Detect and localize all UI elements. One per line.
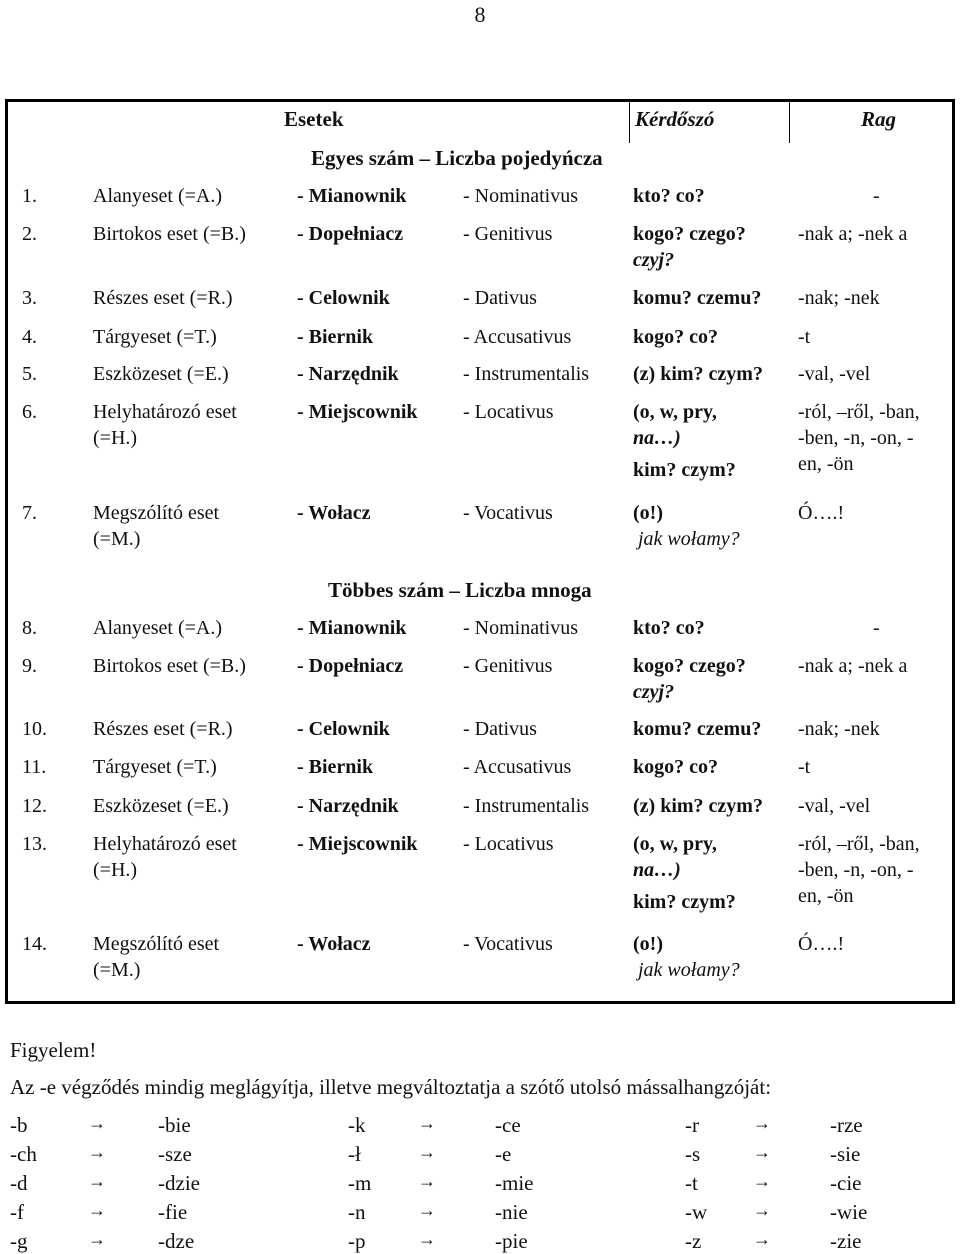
softened-ending: -sze (158, 1142, 192, 1166)
suffix: -nak; -nek (798, 718, 880, 740)
consonant-ending: -n (348, 1200, 366, 1224)
question-word: komu? czemu? (633, 287, 762, 309)
row-number: 13. (22, 833, 47, 855)
case-name-hungarian: Megszólító eset (93, 502, 220, 524)
suffix: Ó….! (798, 502, 845, 524)
case-name-hungarian: Alanyeset (=A.) (93, 185, 223, 207)
case-name-hungarian: Tárgyeset (=T.) (93, 756, 217, 778)
suffix: -val, -vel (798, 363, 871, 385)
suffix-line-2: -ben, -n, -on, - (798, 859, 914, 881)
row-number: 8. (22, 617, 37, 639)
case-name-hungarian: Tárgyeset (=T.) (93, 326, 217, 348)
consonant-ending: -z (685, 1229, 702, 1253)
case-name-latin: - Locativus (463, 833, 554, 855)
row-number: 14. (22, 933, 47, 955)
question-word: kto? co? (633, 617, 705, 639)
row-number: 4. (22, 326, 37, 348)
question-word: kogo? co? (633, 756, 718, 778)
case-name-polish: - Narzędnik (297, 795, 399, 817)
softened-ending: -sie (830, 1142, 861, 1166)
question-word: kogo? czego? (633, 655, 746, 677)
case-name-polish: - Wołacz (297, 933, 371, 955)
case-name-polish: - Biernik (297, 756, 374, 778)
case-name-latin: - Accusativus (463, 326, 572, 348)
arrow-icon: → (88, 1229, 106, 1249)
row-number: 12. (22, 795, 47, 817)
case-name-polish: - Mianownik (297, 185, 407, 207)
arrow-icon: → (753, 1200, 771, 1220)
case-name-latin: - Vocativus (463, 933, 553, 955)
case-name-latin: - Nominativus (463, 617, 578, 639)
suffix: -val, -vel (798, 795, 871, 817)
suffix: -t (798, 756, 811, 778)
softened-ending: -zie (830, 1229, 862, 1253)
softened-ending: -fie (158, 1200, 188, 1224)
case-name-latin: - Instrumentalis (463, 363, 590, 385)
case-name-hungarian: Eszközeset (=E.) (93, 363, 229, 385)
arrow-icon: → (753, 1171, 771, 1191)
row-number: 7. (22, 502, 37, 524)
column-divider-right (789, 102, 790, 143)
header-kerdoszo: Kérdőszó (635, 107, 715, 131)
arrow-icon: → (88, 1171, 106, 1191)
plural-title: Többes szám – Liczba mnoga (328, 578, 592, 602)
question-word: (o, w, pry, (633, 833, 717, 855)
question-word-line-3: kim? czym? (633, 459, 736, 481)
case-name-polish: - Narzędnik (297, 363, 399, 385)
case-name-hungarian: Megszólító eset (93, 933, 220, 955)
question-word: komu? czemu? (633, 718, 762, 740)
suffix: - (873, 185, 880, 207)
column-divider-left (629, 102, 630, 143)
case-name-polish: - Mianownik (297, 617, 407, 639)
suffix: -nak a; -nek a (798, 223, 908, 245)
suffix: -nak a; -nek a (798, 655, 908, 677)
suffix-line-3: en, -ön (798, 885, 854, 907)
consonant-ending: -k (348, 1113, 366, 1137)
softened-ending: -bie (158, 1113, 191, 1137)
case-name-latin: - Locativus (463, 401, 554, 423)
case-name-latin: - Instrumentalis (463, 795, 590, 817)
page-number: 8 (474, 2, 486, 27)
softened-ending: -dzie (158, 1171, 200, 1195)
case-table (5, 99, 955, 1004)
consonant-ending: -ł (348, 1142, 361, 1166)
consonant-ending: -m (348, 1171, 372, 1195)
softened-ending: -dze (158, 1229, 195, 1253)
arrow-icon: → (418, 1200, 436, 1220)
note-title: Figyelem! (10, 1038, 97, 1062)
case-name-latin: - Genitivus (463, 223, 553, 245)
case-abbreviation: (=H.) (93, 427, 138, 449)
consonant-ending: -t (685, 1171, 698, 1195)
question-word: kogo? co? (633, 326, 718, 348)
case-name-polish: - Miejscownik (297, 833, 418, 855)
case-name-latin: - Dativus (463, 287, 537, 309)
suffix: -t (798, 326, 811, 348)
question-word: kto? co? (633, 185, 705, 207)
suffix-line-2: -ben, -n, -on, - (798, 427, 914, 449)
case-name-polish: - Celownik (297, 287, 390, 309)
question-word-line-3: kim? czym? (633, 891, 736, 913)
softened-ending: -ce (495, 1113, 521, 1137)
consonant-ending: -w (685, 1200, 708, 1224)
question-word-line-2: jak wołamy? (638, 959, 740, 981)
arrow-icon: → (88, 1200, 106, 1220)
row-number: 5. (22, 363, 37, 385)
case-name-hungarian: Birtokos eset (=B.) (93, 655, 246, 677)
case-name-polish: - Biernik (297, 326, 374, 348)
arrow-icon: → (418, 1142, 436, 1162)
arrow-icon: → (753, 1142, 771, 1162)
case-name-latin: - Vocativus (463, 502, 553, 524)
softened-ending: -wie (830, 1200, 868, 1224)
case-name-hungarian: Eszközeset (=E.) (93, 795, 229, 817)
consonant-ending: -d (10, 1171, 28, 1195)
consonant-ending: -r (685, 1113, 699, 1137)
question-word: kogo? czego? (633, 223, 746, 245)
question-word-line-2: na…) (633, 859, 681, 881)
softened-ending: -e (495, 1142, 512, 1166)
arrow-icon: → (753, 1113, 771, 1133)
arrow-icon: → (418, 1171, 436, 1191)
case-name-latin: - Dativus (463, 718, 537, 740)
case-name-hungarian: Helyhatározó eset (93, 401, 237, 423)
question-word-line-2: czyj? (633, 249, 675, 271)
suffix: -ról, –ről, -ban, (798, 401, 920, 423)
row-number: 6. (22, 401, 37, 423)
case-abbreviation: (=M.) (93, 528, 141, 550)
case-name-latin: - Accusativus (463, 756, 572, 778)
arrow-icon: → (418, 1113, 436, 1133)
question-word: (o!) (633, 933, 663, 955)
arrow-icon: → (88, 1142, 106, 1162)
row-number: 3. (22, 287, 37, 309)
softened-ending: -pie (495, 1229, 528, 1253)
case-name-latin: - Genitivus (463, 655, 553, 677)
case-name-polish: - Wołacz (297, 502, 371, 524)
arrow-icon: → (753, 1229, 771, 1249)
question-word-line-2: na…) (633, 427, 681, 449)
note-text: Az -e végződés mindig meglágyítja, illetve megváltoztatja a szótő utolsó mássalhangzóját: (10, 1075, 772, 1099)
suffix: -ról, –ről, -ban, (798, 833, 920, 855)
case-name-polish: - Celownik (297, 718, 390, 740)
singular-title: Egyes szám – Liczba pojedyńcza (311, 146, 603, 170)
suffix-line-3: en, -ön (798, 453, 854, 475)
row-number: 11. (22, 756, 47, 778)
row-number: 2. (22, 223, 37, 245)
case-name-polish: - Miejscownik (297, 401, 418, 423)
case-name-hungarian: Birtokos eset (=B.) (93, 223, 246, 245)
case-name-hungarian: Részes eset (=R.) (93, 287, 233, 309)
row-number: 10. (22, 718, 47, 740)
arrow-icon: → (418, 1229, 436, 1249)
case-abbreviation: (=M.) (93, 959, 141, 981)
question-word: (z) kim? czym? (633, 363, 763, 385)
case-name-hungarian: Helyhatározó eset (93, 833, 237, 855)
suffix: Ó….! (798, 933, 845, 955)
question-word-line-2: jak wołamy? (638, 528, 740, 550)
case-name-hungarian: Részes eset (=R.) (93, 718, 233, 740)
arrow-icon: → (88, 1113, 106, 1133)
case-name-hungarian: Alanyeset (=A.) (93, 617, 223, 639)
consonant-ending: -g (10, 1229, 28, 1253)
consonant-ending: -b (10, 1113, 28, 1137)
header-rag: Rag (861, 107, 897, 131)
case-name-latin: - Nominativus (463, 185, 578, 207)
header-esetek: Esetek (284, 107, 344, 131)
suffix: - (873, 617, 880, 639)
case-name-polish: - Dopełniacz (297, 655, 404, 677)
softened-ending: -rze (830, 1113, 863, 1137)
consonant-ending: -p (348, 1229, 366, 1253)
suffix: -nak; -nek (798, 287, 880, 309)
question-word: (o!) (633, 502, 663, 524)
softened-ending: -nie (495, 1200, 528, 1224)
consonant-ending: -f (10, 1200, 24, 1224)
row-number: 9. (22, 655, 37, 677)
case-abbreviation: (=H.) (93, 859, 138, 881)
question-word-line-2: czyj? (633, 681, 675, 703)
question-word: (o, w, pry, (633, 401, 717, 423)
softened-ending: -cie (830, 1171, 862, 1195)
consonant-ending: -s (685, 1142, 701, 1166)
case-name-polish: - Dopełniacz (297, 223, 404, 245)
consonant-ending: -ch (10, 1142, 37, 1166)
softened-ending: -mie (495, 1171, 534, 1195)
row-number: 1. (22, 185, 37, 207)
question-word: (z) kim? czym? (633, 795, 763, 817)
